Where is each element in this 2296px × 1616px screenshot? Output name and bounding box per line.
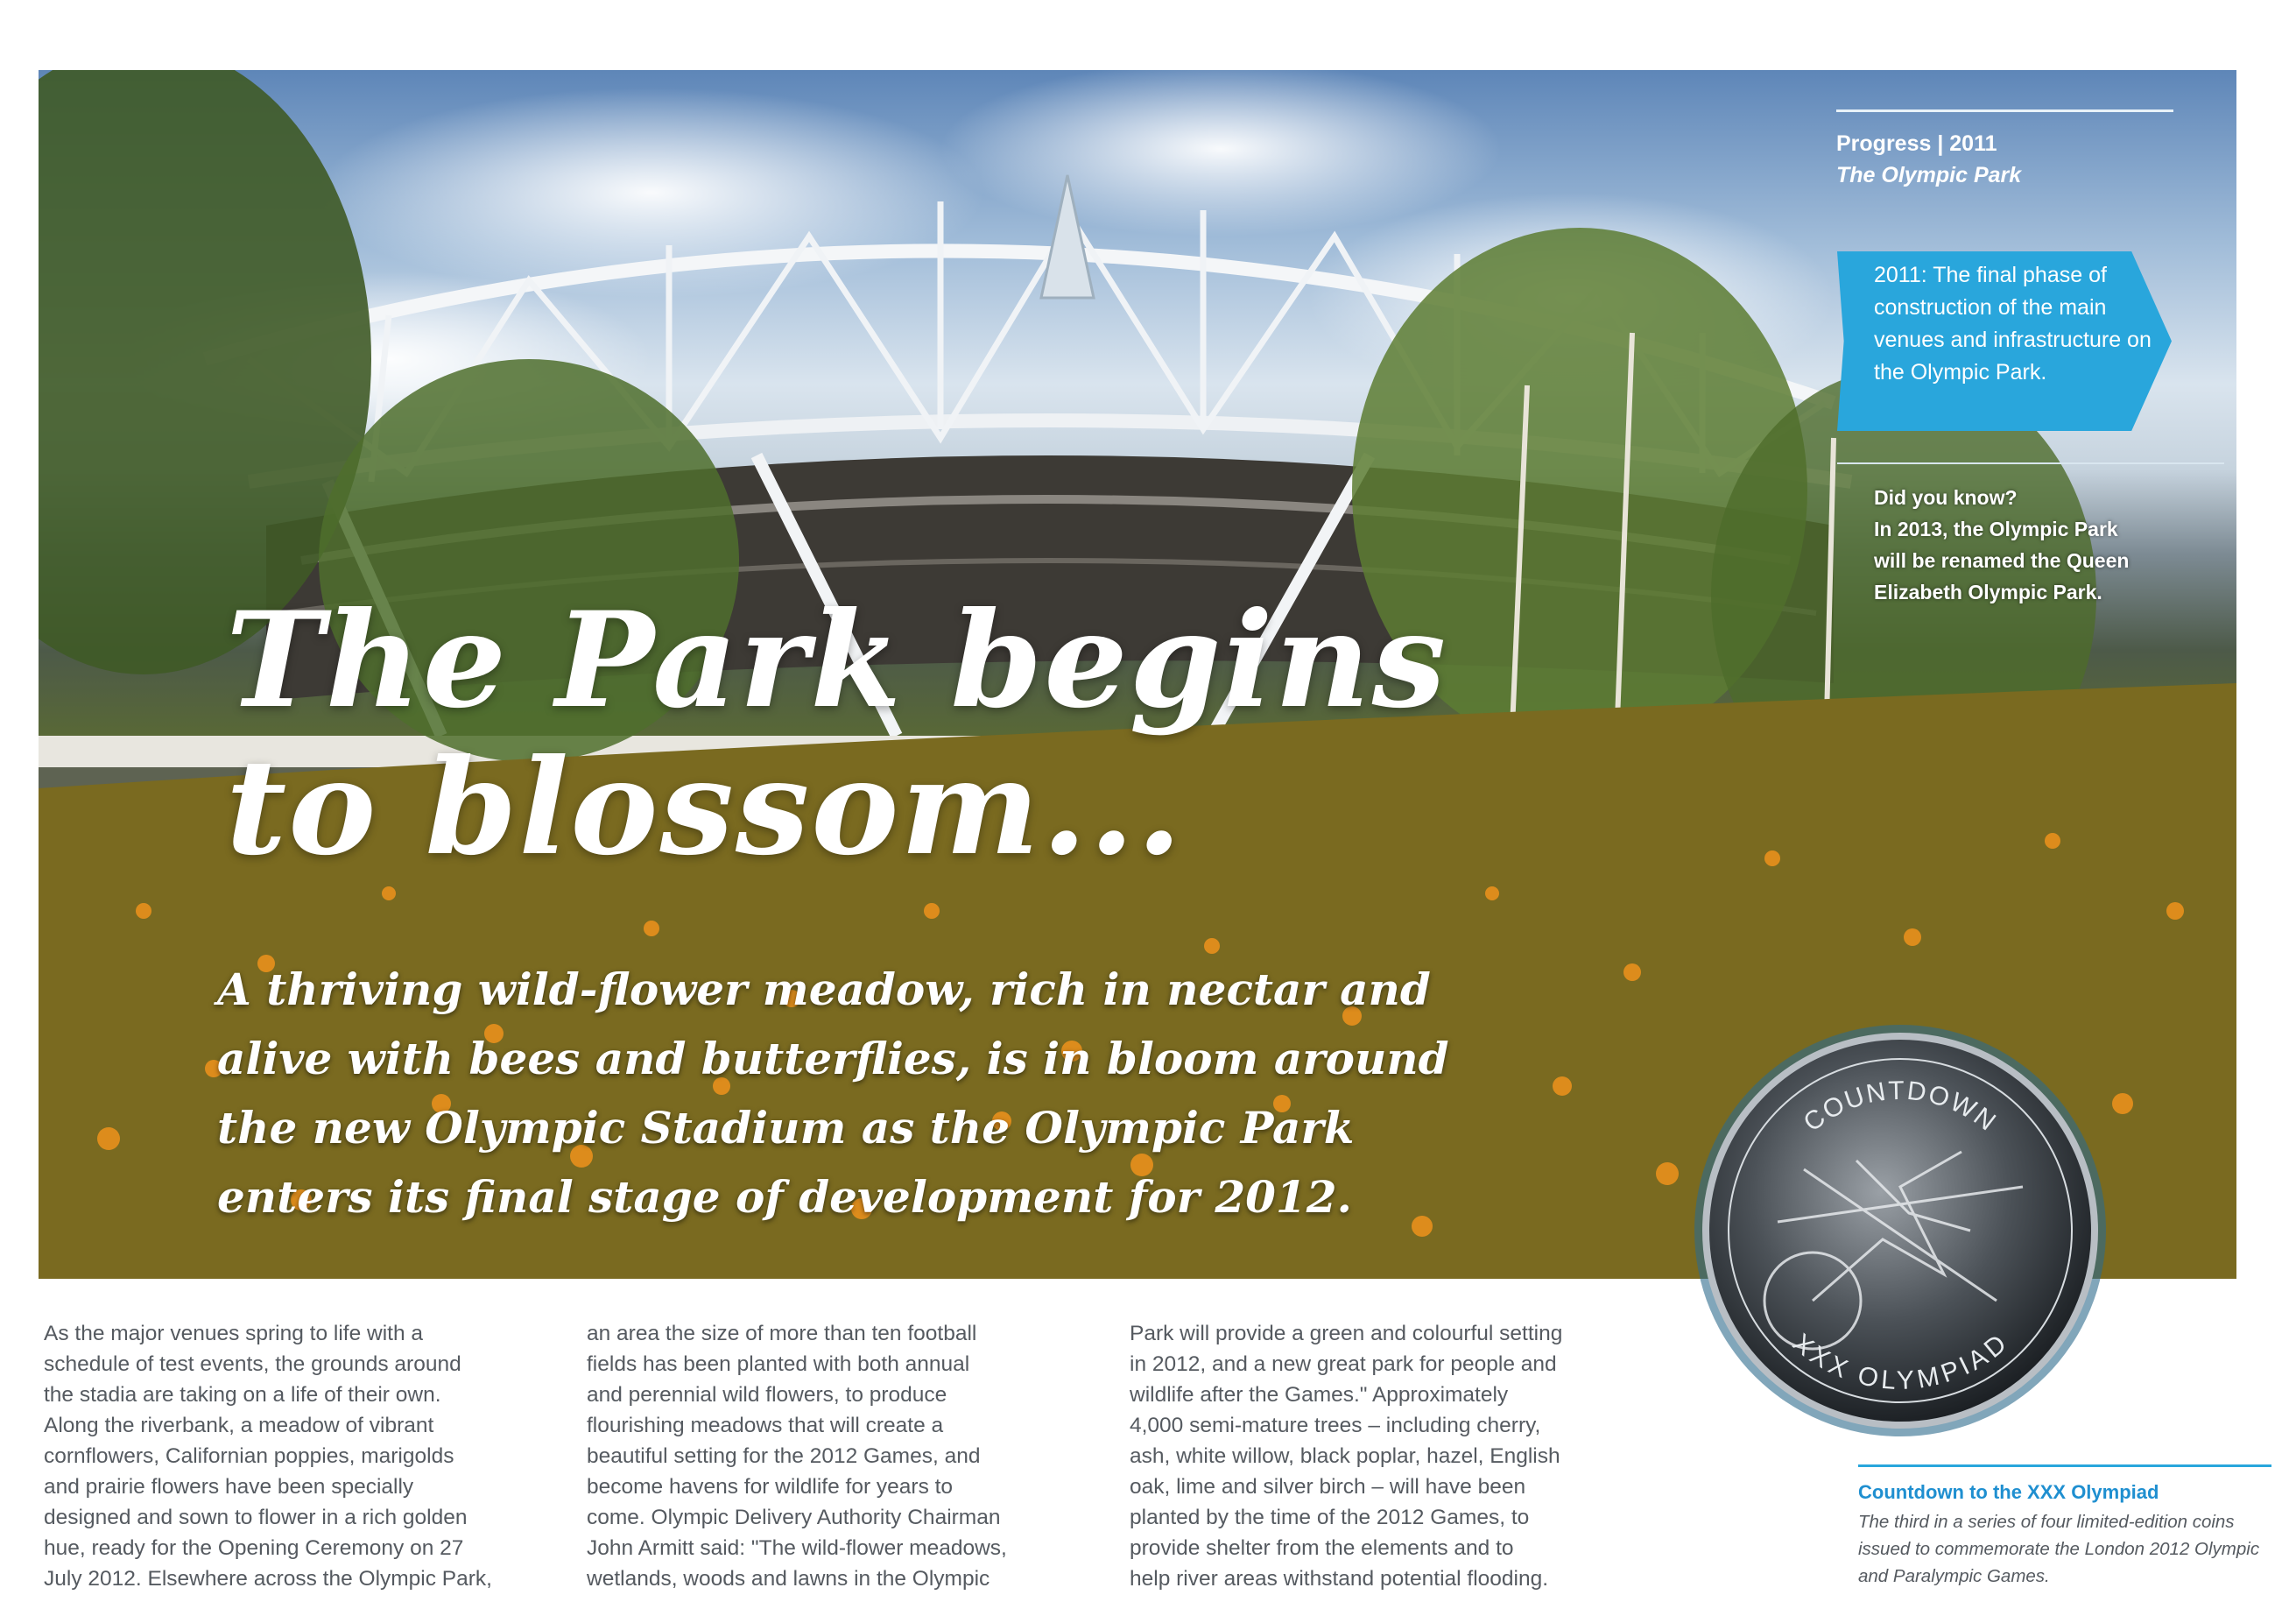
did-you-know-box bbox=[1837, 462, 2224, 608]
body-line: schedule of test events, the grounds around bbox=[44, 1352, 461, 1376]
caption-divider bbox=[1858, 1464, 2271, 1467]
caption-text: The third in a series of four limited-edition coins issued to commemorate the London 2012 Olympic and Paralympic Games. bbox=[1858, 1512, 2260, 1586]
progress-header bbox=[1836, 109, 2173, 191]
body-line: Along the riverbank, a meadow of vibrant bbox=[44, 1414, 434, 1437]
body-line: Park will provide a green and colourful setting bbox=[1130, 1322, 1563, 1345]
body-line: hue, ready for the Opening Ceremony on 27 bbox=[44, 1536, 464, 1560]
body-line: As the major venues spring to life with a bbox=[44, 1322, 424, 1345]
body-line: cornflowers, Californian poppies, marigolds bbox=[44, 1444, 454, 1468]
body-line: wetlands, woods and lawns in the Olympic bbox=[587, 1567, 990, 1591]
body-line: wildlife after the Games." Approximately bbox=[1130, 1383, 1509, 1407]
body-column-3 bbox=[1130, 1318, 1646, 1594]
body-line: ash, white willow, black poplar, hazel, English bbox=[1130, 1444, 1560, 1468]
body-line: John Armitt said: "The wild-flower meadows, bbox=[587, 1536, 1007, 1560]
standfirst-line-1: A thriving wild-flower meadow, rich in nectar and bbox=[217, 963, 1431, 1015]
did-you-know-title: Did you know? bbox=[1874, 486, 2018, 509]
progress-label: Progress | 2011 bbox=[1836, 131, 1997, 156]
standfirst-line-2: alive with bees and butterflies, is in bloom around bbox=[217, 1033, 1449, 1084]
body-line: in 2012, and a new great park for people and bbox=[1130, 1352, 1557, 1376]
standfirst bbox=[217, 955, 1653, 1231]
standfirst-line-3: the new Olympic Stadium as the Olympic Park bbox=[217, 1102, 1355, 1154]
body-column-2 bbox=[587, 1318, 1103, 1594]
body-line: help river areas withstand potential flooding. bbox=[1130, 1567, 1549, 1591]
standfirst-line-4: enters its final stage of development for 2012. bbox=[217, 1171, 1352, 1223]
body-line: fields has been planted with both annual bbox=[587, 1352, 970, 1376]
body-line: and prairie flowers have been specially bbox=[44, 1475, 414, 1499]
body-line: the stadia are taking on a life of their own. bbox=[44, 1383, 441, 1407]
did-you-know-text: In 2013, the Olympic Park will be renamed the Queen Elizabeth Olympic Park. bbox=[1874, 518, 2130, 603]
body-line: designed and sown to flower in a rich golden bbox=[44, 1506, 468, 1529]
body-line: an area the size of more than ten football bbox=[587, 1322, 977, 1345]
body-line: July 2012. Elsewhere across the Olympic Park, bbox=[44, 1567, 492, 1591]
caption-title: Countdown to the XXX Olympiad bbox=[1858, 1481, 2159, 1503]
body-column-1 bbox=[44, 1318, 560, 1594]
body-line: flourishing meadows that will create a bbox=[587, 1414, 944, 1437]
body-line: beautiful setting for the 2012 Games, and bbox=[587, 1444, 981, 1468]
body-line: and perennial wild flowers, to produce bbox=[587, 1383, 947, 1407]
coin-bottom-text: XXX OLYMPIAD bbox=[1786, 1328, 2014, 1396]
coin-top-text: COUNTDOWN bbox=[1798, 1076, 2003, 1138]
body-line: provide shelter from the elements and to bbox=[1130, 1536, 1514, 1560]
headline bbox=[226, 583, 1715, 885]
body-line: planted by the time of the 2012 Games, to bbox=[1130, 1506, 1530, 1529]
callout-text: 2011: The final phase of construction of the main venues and infrastructure on the Olympic Park. bbox=[1874, 263, 2152, 385]
section-name: The Olympic Park bbox=[1836, 163, 2022, 187]
countdown-coin bbox=[1681, 1012, 2119, 1450]
body-line: become havens for wildlife for years to bbox=[587, 1475, 954, 1499]
body-line: oak, lime and silver birch – will have been bbox=[1130, 1475, 1526, 1499]
headline-line-1: The Park begins bbox=[226, 583, 1448, 737]
body-line: come. Olympic Delivery Authority Chairman bbox=[587, 1506, 1001, 1529]
headline-line-2: to blossom... bbox=[226, 730, 1184, 885]
body-line: 4,000 semi-mature trees – including cherry, bbox=[1130, 1414, 1541, 1437]
